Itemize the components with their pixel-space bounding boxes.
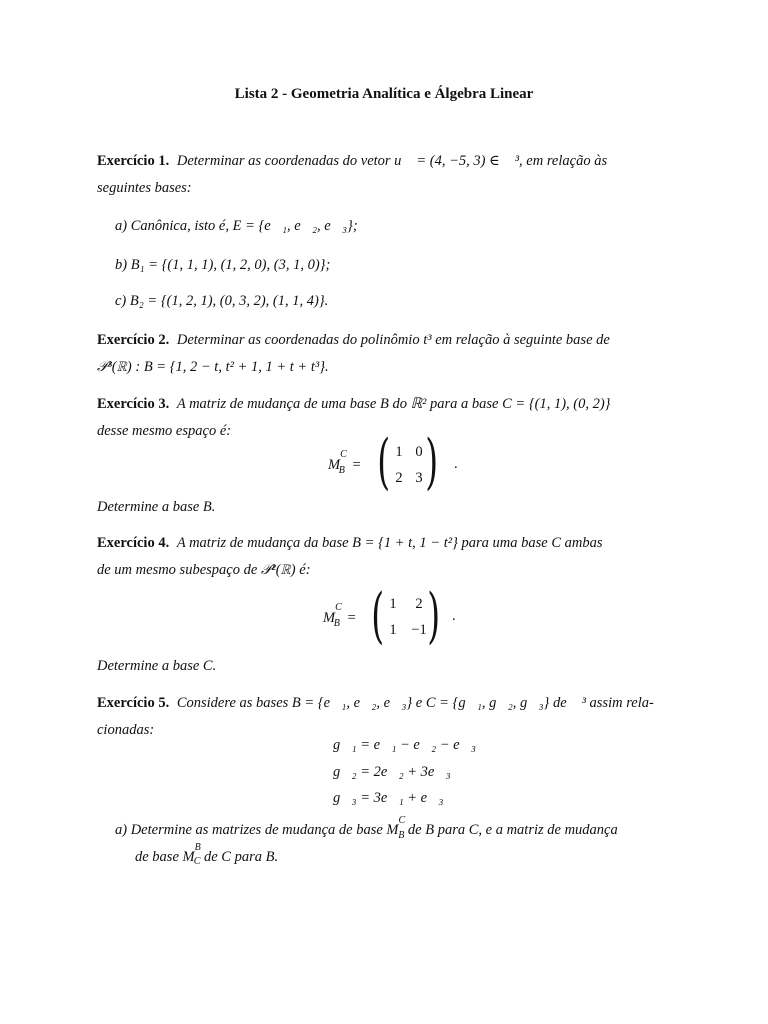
exercise-3-matrix-lhs: $M^C_B$ =	[328, 449, 361, 476]
matrix-cell: −1	[411, 622, 427, 638]
exercise-3-label: Exercício 3.	[97, 396, 170, 412]
exercise-3-matrix	[377, 427, 458, 497]
exercise-1-item-c: c) B₂ = {(1, 2, 1), (0, 3, 2), (1, 1, 4)}.	[115, 293, 329, 309]
right-paren: )	[425, 427, 439, 497]
page-title: Lista 2 - Geometria Analítica e Álgebra Linear	[234, 86, 534, 102]
right-paren: )	[427, 581, 441, 651]
exercise-3-after: Determine a base B.	[97, 499, 216, 515]
exercise-1-label: Exercício 1.	[97, 153, 170, 169]
exercise-4-matrix-lhs: $M^C_B$ =	[323, 602, 356, 629]
exercise-5-eq-3: g⃗₃ = 3e⃗₁ + e⃗₃	[333, 790, 444, 806]
exercise-4-line2: de um mesmo subespaço de 𝒫²(ℝ) é:	[97, 562, 311, 578]
exercise-1-item-b: b) B₁ = {(1, 1, 1), (1, 2, 0), (3, 1, 0)};	[115, 257, 331, 273]
exercise-5-item-a: a) Determine as matrizes de mudança de base $M^C_B$ de B para C, e a matriz de mudança de base $M^B_C$ de C para B.	[115, 815, 618, 868]
matrix-period: .	[454, 456, 458, 472]
matrix-cell: 1	[389, 622, 397, 638]
exercise-5	[97, 690, 685, 744]
exercise-4	[97, 530, 685, 584]
exercise-1-item-a: a) Canônica, isto é, E = {e⃗₁, e⃗₂, e⃗₃};	[115, 218, 358, 234]
exercise-4-matrix	[371, 581, 462, 651]
exercise-1-line2: seguintes bases:	[97, 180, 192, 196]
exercise-1	[97, 148, 685, 202]
exercise-4-line1: A matriz de mudança da base B = {1 + t, 1 − t²} para uma base C ambas	[176, 535, 603, 551]
exercise-3-line1: A matriz de mudança de uma base B do ℝ² para a base C = {(1, 1), (0, 2)}	[176, 396, 611, 412]
matrix-cell: 3	[415, 470, 423, 486]
exercise-5-eq-2: g⃗₂ = 2e⃗₂ + 3e⃗₃	[333, 764, 451, 780]
exercise-5-label: Exercício 5.	[97, 695, 170, 711]
matrix-period: .	[452, 608, 456, 624]
matrix-cell: 1	[389, 596, 397, 612]
exercise-5-line2: cionadas:	[97, 722, 155, 738]
exercise-3-line2: desse mesmo espaço é:	[97, 423, 232, 439]
exercise-2-line2: 𝒫³(ℝ) : B = {1, 2 − t, t² + 1, 1 + t + t³}.	[97, 359, 329, 375]
exercise-4-label: Exercício 4.	[97, 535, 170, 551]
exercise-5-line1: Considere as bases B = {e⃗₁, e⃗₂, e⃗₃} e C = {g⃗₁, g⃗₂, g⃗₃} de ℝ³ assim rela-	[176, 695, 654, 711]
left-paren: (	[377, 427, 391, 497]
exercise-2-line1: Determinar as coordenadas do polinômio t³ em relação à seguinte base de	[176, 332, 610, 348]
matrix-cell: 0	[415, 444, 423, 460]
matrix-cell: 2	[395, 470, 403, 486]
exercise-4-after: Determine a base C.	[97, 658, 217, 674]
matrix-cell: 2	[415, 596, 423, 612]
exercise-2	[97, 327, 685, 381]
exercise-1-line1: Determinar as coordenadas do vetor u⃗ = (4, −5, 3) ∈ ℝ³, em relação às	[176, 153, 608, 169]
exercise-5-eq-1: g⃗₁ = e⃗₁ − e⃗₂ − e⃗₃	[333, 737, 476, 753]
left-paren: (	[371, 581, 385, 651]
exercise-2-label: Exercício 2.	[97, 332, 170, 348]
matrix-cell: 1	[395, 444, 403, 460]
